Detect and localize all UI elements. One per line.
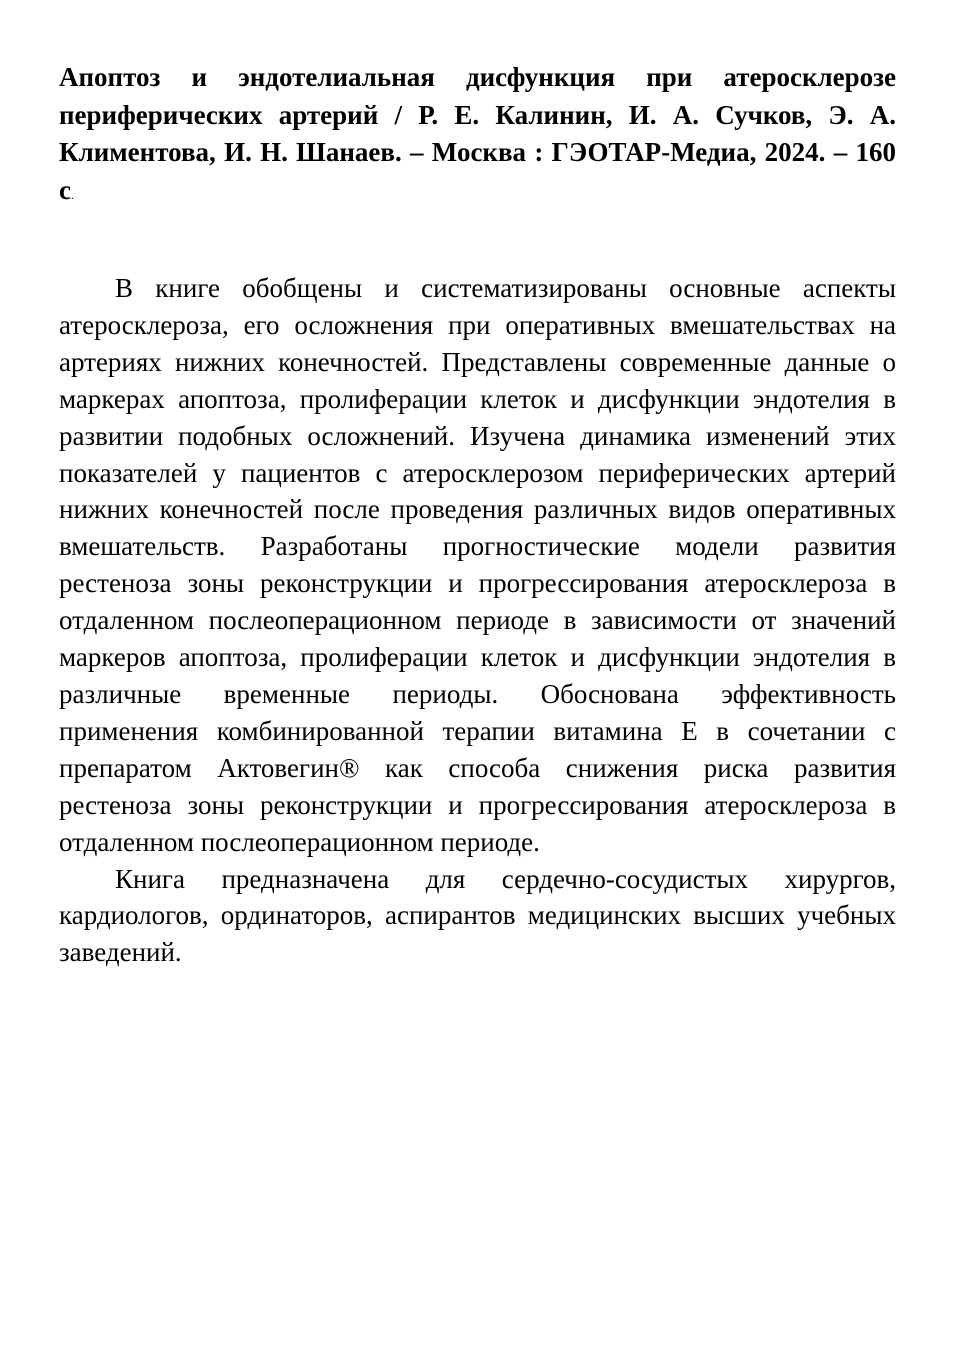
abstract-paragraph-description: В книге обобщены и систематизированы основные аспекты атеросклероза, его осложнения при оперативных вмешательствах на артериях нижних конечностей. Представлены современные данные о маркерах апоптоза, пролиферации клеток и дисфункции эндотелия в развитии подобных осложнений. Изучена динамика изменений этих показателей у пациентов с атеросклерозом периферических артерий нижних конечностей после проведения различных видов оперативных вмешательств. Разработаны прогностические модели развития рестеноза зоны реконструкции и прогрессирования атеросклероза в отдаленном послеоперационном периоде в зависимости от значений маркеров апоптоза, пролиферации клеток и дисфункции эндотелия в различные временные периоды. Обоснована эффективность применения комбинированной терапии витамина Е в сочетании с препаратом Актовегин® как способа снижения риска развития рестеноза зоны реконструкции и прогрессирования атеросклероза в отдаленном послеоперационном периоде. — [59, 273, 896, 857]
citation-text: Апоптоз и эндотелиальная дисфункция при атеросклерозе периферических артерий / Р. Е. Калинин, И. А. Сучков, Э. А. Климентова, И. Н. Шанаев. – Москва : ГЭОТАР-Медиа, 2024. – 160 с — [59, 62, 896, 205]
abstract-paragraph-audience: Книга предназначена для сердечно-сосудистых хирургов, кардиологов, ординаторов, аспирантов медицинских высших учебных заведений. — [59, 863, 896, 968]
citation-heading — [59, 59, 896, 214]
abstract — [59, 270, 896, 971]
document-page — [59, 59, 896, 971]
citation-end-mark: . — [70, 187, 74, 202]
